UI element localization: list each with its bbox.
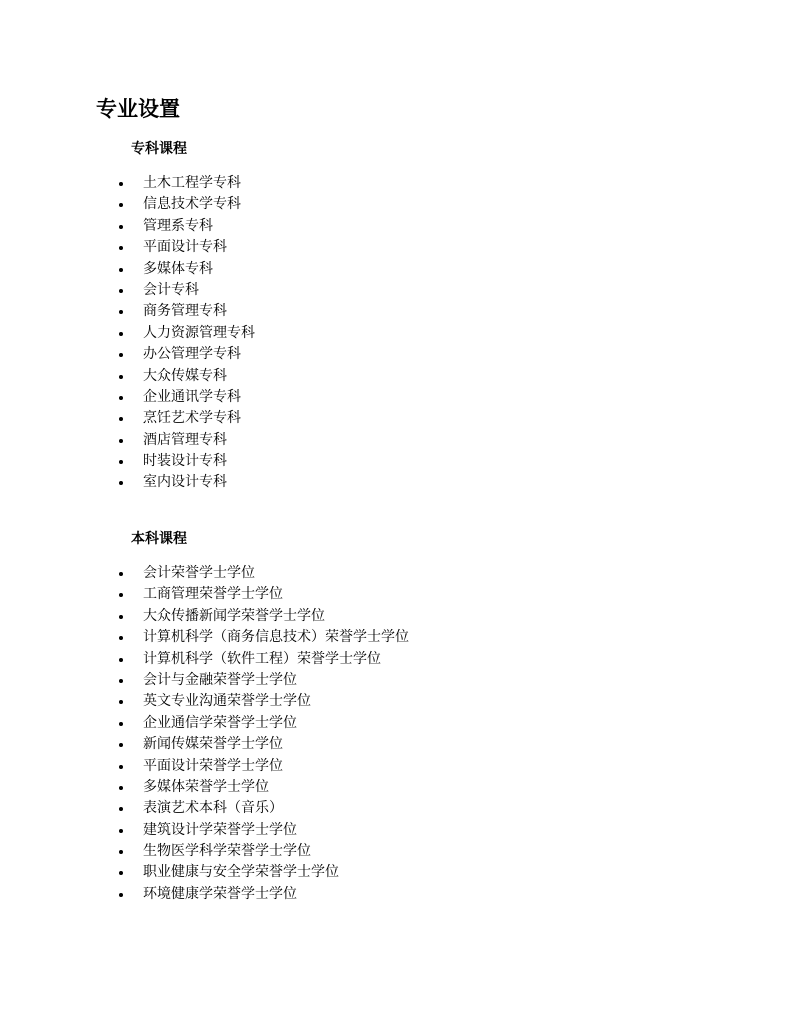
list-item: 商务管理专科: [115, 301, 255, 322]
list-item: 新闻传媒荣誉学士学位: [115, 734, 409, 755]
degree-course-list: [115, 563, 409, 905]
list-item: 多媒体专科: [115, 259, 255, 280]
list-item: 人力资源管理专科: [115, 323, 255, 344]
list-item: 生物医学科学荣誉学士学位: [115, 841, 409, 862]
list-item: 时装设计专科: [115, 451, 255, 472]
list-item: 平面设计荣誉学士学位: [115, 756, 409, 777]
list-item: 环境健康学荣誉学士学位: [115, 884, 409, 905]
list-item: 平面设计专科: [115, 237, 255, 258]
list-item: 办公管理学专科: [115, 344, 255, 365]
list-item: 企业通信学荣誉学士学位: [115, 713, 409, 734]
list-item: 英文专业沟通荣誉学士学位: [115, 691, 409, 712]
list-item: 职业健康与安全学荣誉学士学位: [115, 862, 409, 883]
list-item: 会计与金融荣誉学士学位: [115, 670, 409, 691]
list-item: 室内设计专科: [115, 472, 255, 493]
list-item: 企业通讯学专科: [115, 387, 255, 408]
list-item: 多媒体荣誉学士学位: [115, 777, 409, 798]
section-heading-degree: 本科课程: [131, 531, 187, 547]
list-item: 信息技术学专科: [115, 194, 255, 215]
page-title: 专业设置: [96, 97, 180, 121]
list-item: 大众传播新闻学荣誉学士学位: [115, 606, 409, 627]
list-item: 建筑设计学荣誉学士学位: [115, 820, 409, 841]
diploma-course-list: [115, 173, 255, 494]
list-item: 计算机科学（软件工程）荣誉学士学位: [115, 649, 409, 670]
section-heading-diploma: 专科课程: [131, 141, 187, 157]
list-item: 表演艺术本科（音乐）: [115, 798, 409, 819]
list-item: 计算机科学（商务信息技术）荣誉学士学位: [115, 627, 409, 648]
list-item: 酒店管理专科: [115, 430, 255, 451]
list-item: 烹饪艺术学专科: [115, 408, 255, 429]
list-item: 管理系专科: [115, 216, 255, 237]
list-item: 土木工程学专科: [115, 173, 255, 194]
list-item: 会计专科: [115, 280, 255, 301]
list-item: 工商管理荣誉学士学位: [115, 584, 409, 605]
list-item: 会计荣誉学士学位: [115, 563, 409, 584]
list-item: 大众传媒专科: [115, 366, 255, 387]
